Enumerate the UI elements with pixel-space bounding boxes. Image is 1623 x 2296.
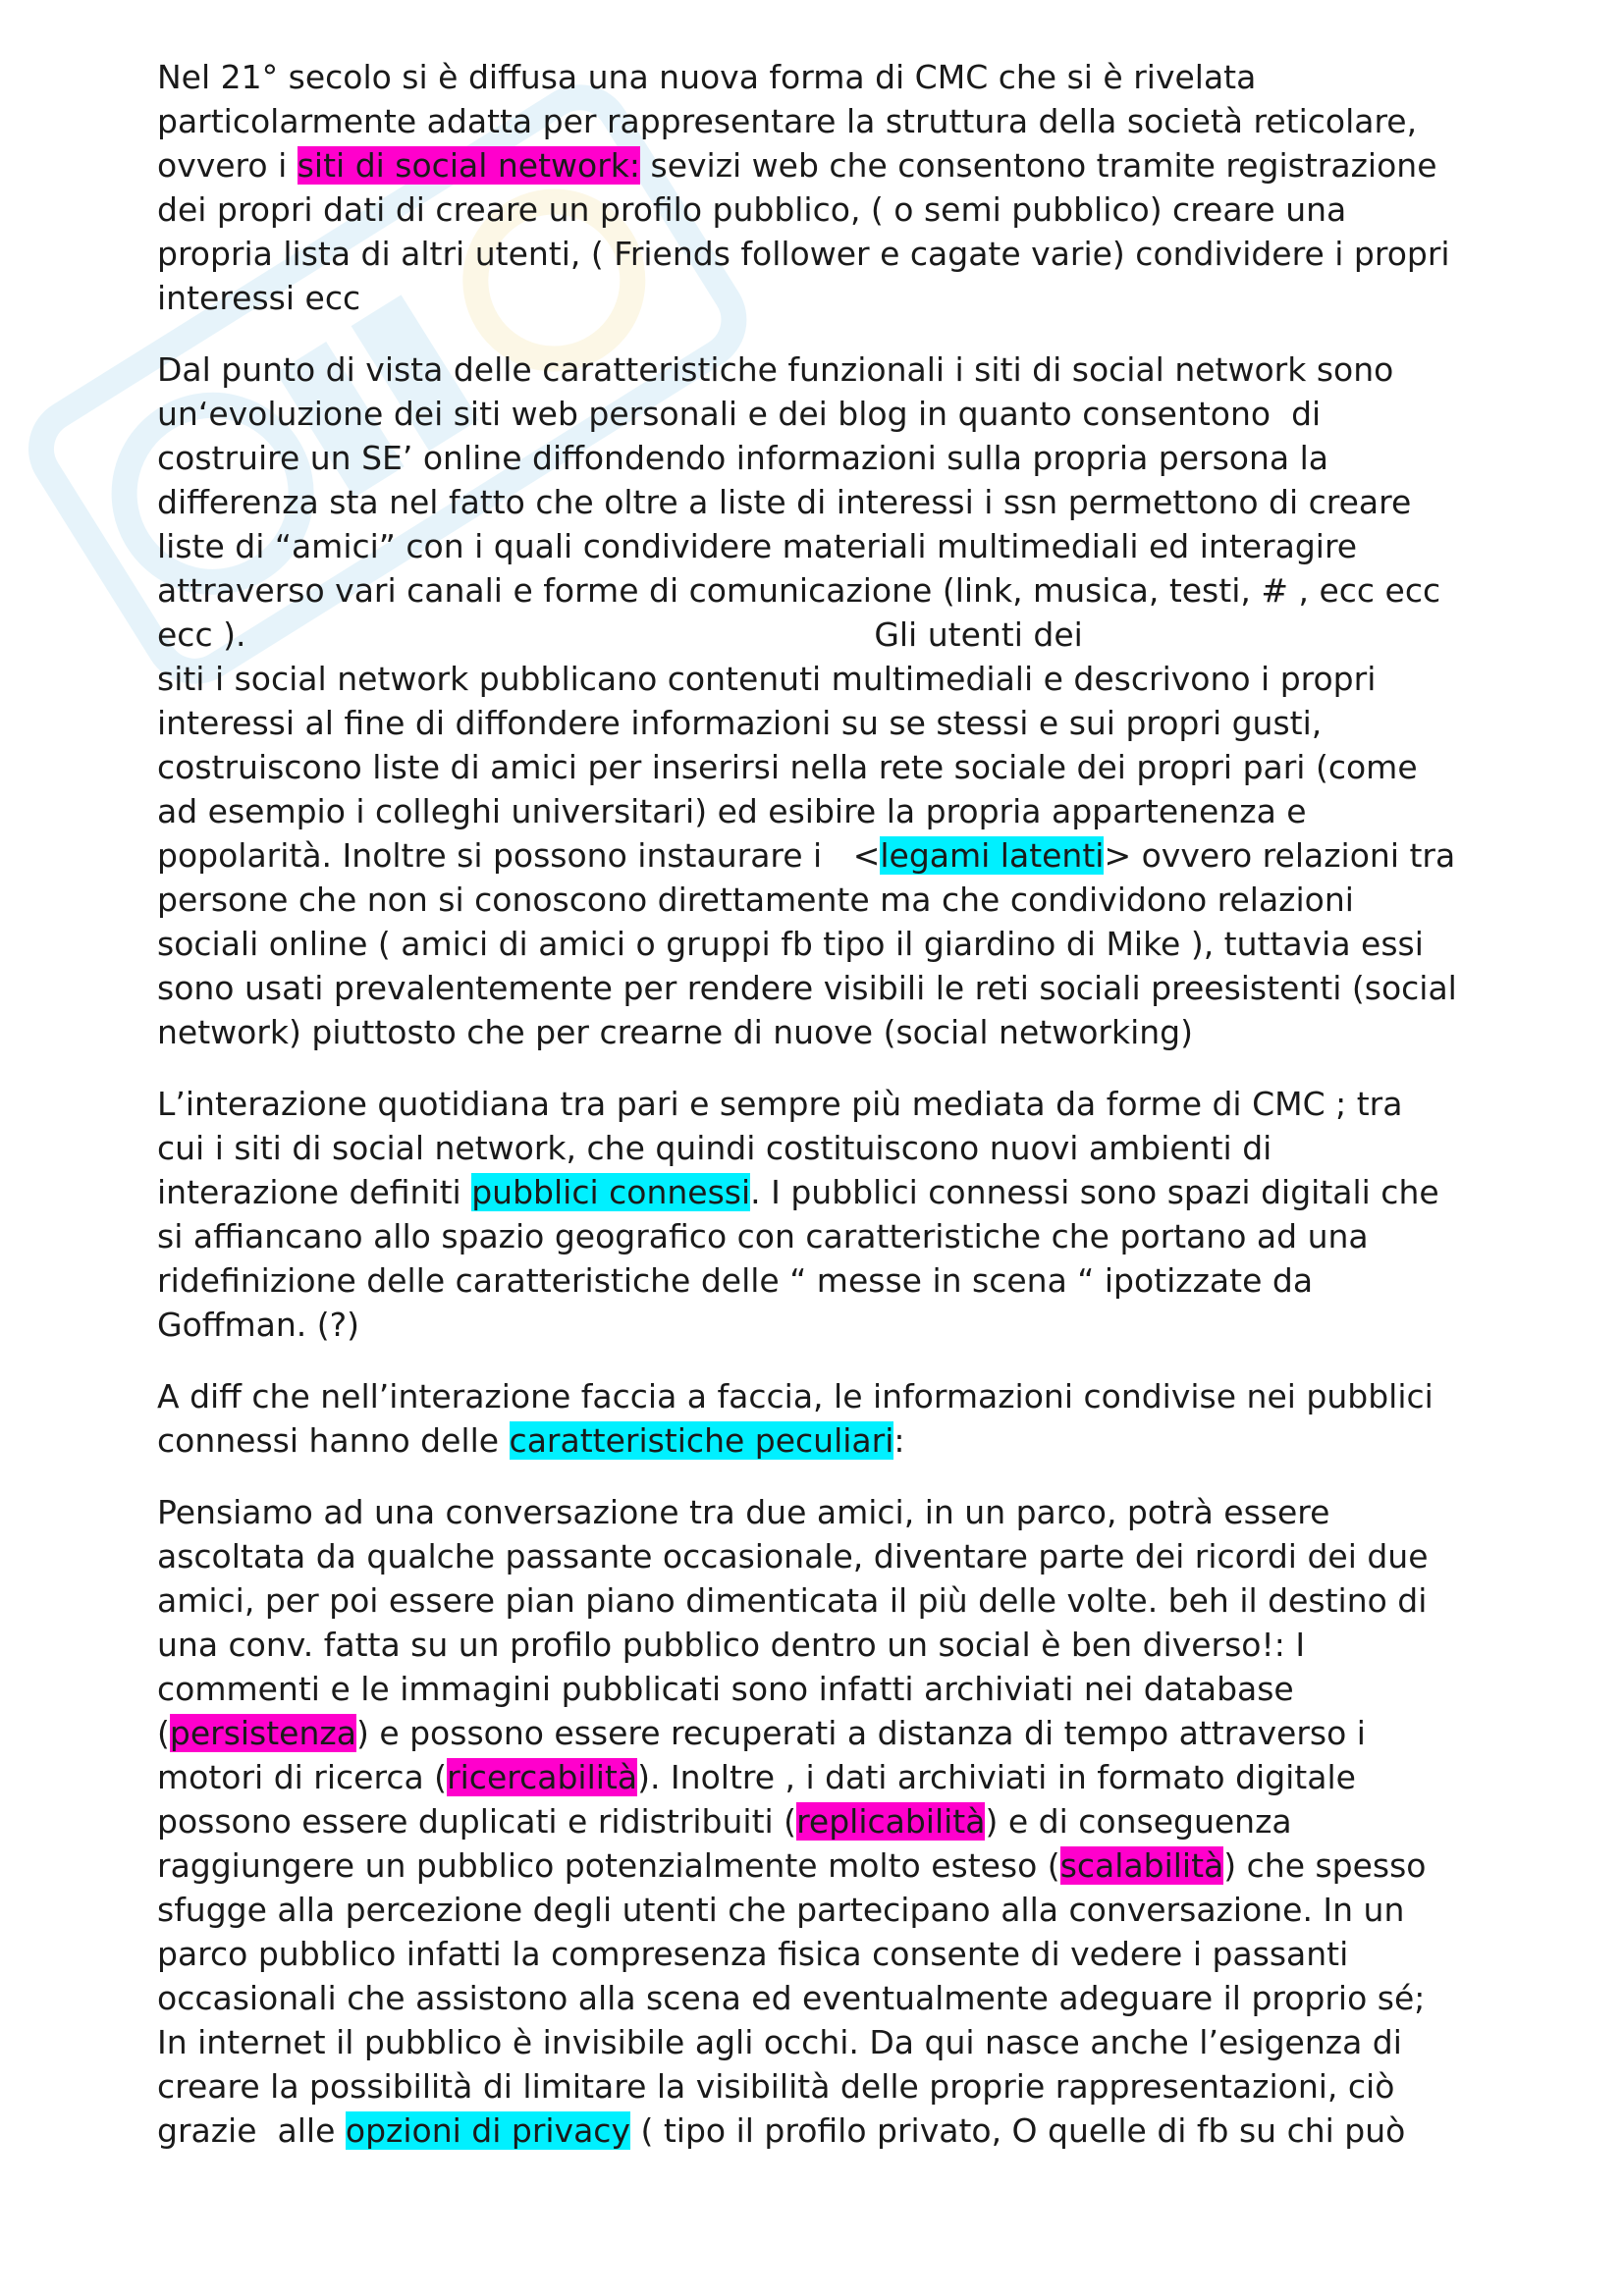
text-segment: cui i siti di social network, che quindi costituiscono nuovi ambienti di [157, 1129, 1272, 1167]
paragraph [157, 1490, 1492, 2153]
text-segment: popolarità. Inoltre si possono instaurare i < [157, 836, 881, 875]
text-line [157, 392, 1492, 436]
text-line [157, 1490, 1492, 1534]
text-segment: ridefinizione delle caratteristiche delle “ messe in scena “ ipotizzate da [157, 1261, 1314, 1300]
text-line [157, 1932, 1492, 1976]
text-segment: interessi ecc [157, 279, 361, 317]
text-line [157, 187, 1492, 232]
paragraph [157, 1082, 1492, 1347]
text-segment: interessi al fine di diffondere informazioni su se stessi e sui propri gusti, [157, 704, 1323, 742]
text-segment: liste di “amici” con i quali condividere materiali multimediali ed interagire [157, 527, 1358, 565]
text-line [157, 878, 1492, 922]
text-line [157, 1976, 1492, 2020]
text-line [157, 436, 1492, 480]
text-segment: ad esempio i colleghi universitari) ed esibire la propria appartenenza e [157, 792, 1307, 830]
text-line [157, 966, 1492, 1010]
text-segment: > ovvero relazioni tra [1104, 836, 1456, 875]
text-line [157, 833, 1492, 878]
text-segment: ) e possono essere recuperati a distanza di tempo attraverso i [355, 1714, 1366, 1752]
text-segment: ) e di conseguenza [985, 1802, 1292, 1841]
text-line [157, 1843, 1492, 1888]
text-segment: Goffman. (?) [157, 1306, 360, 1344]
text-segment: ( tipo il profilo privato, O quelle di fb su chi può [629, 2111, 1406, 2150]
text-line [157, 1126, 1492, 1170]
highlighted-term: persistenza [169, 1714, 356, 1752]
paragraph [157, 55, 1492, 320]
text-line [157, 1755, 1492, 1799]
text-segment: ). Inoltre , i dati archiviati in formato digitale [637, 1758, 1356, 1796]
text-segment: ( [157, 1714, 170, 1752]
text-line [157, 1799, 1492, 1843]
text-segment: propria lista di altri utenti, ( Friends follower e cagate varie) condividere i propri [157, 235, 1450, 273]
highlighted-term: opzioni di privacy [345, 2111, 630, 2150]
text-line [157, 99, 1492, 143]
text-segment: si affiancano allo spazio geografico con caratteristiche che portano ad una [157, 1217, 1369, 1255]
highlighted-term: siti di social network: [297, 146, 641, 185]
text-line [157, 613, 1492, 657]
text-line [157, 1303, 1492, 1347]
text-segment: ovvero i [157, 146, 298, 185]
text-line [157, 1258, 1492, 1303]
text-segment: Pensiamo ad una conversazione tra due amici, in un parco, potrà essere [157, 1493, 1330, 1531]
highlighted-term: caratteristiche peculiari [509, 1421, 894, 1460]
text-line [157, 1888, 1492, 1932]
highlighted-term: ricercabilità [447, 1758, 638, 1796]
text-segment: ascoltata da qualche passante occasionale, diventare parte dei ricordi dei due [157, 1537, 1429, 1575]
text-line [157, 1170, 1492, 1214]
text-segment: sono usati prevalentemente per rendere visibili le reti sociali preesistenti (social [157, 969, 1457, 1007]
text-segment: network) piuttosto che per crearne di nuove (social networking) [157, 1013, 1193, 1051]
text-segment: un‘evoluzione dei siti web personali e dei blog in quanto consentono di [157, 395, 1322, 433]
text-line [157, 789, 1492, 833]
text-line [157, 568, 1492, 613]
text-segment: A diff che nell’interazione faccia a faccia, le informazioni condivise nei pubblici [157, 1377, 1434, 1415]
text-line [157, 2064, 1492, 2109]
text-line [157, 143, 1492, 187]
text-segment: differenza sta nel fatto che oltre a liste di interessi i ssn permettono di creare [157, 483, 1412, 521]
paragraph [157, 1374, 1492, 1463]
text-line [157, 1578, 1492, 1623]
text-line [157, 232, 1492, 276]
text-line [157, 1667, 1492, 1711]
text-segment: motori di ricerca ( [157, 1758, 448, 1796]
text-segment: commenti e le immagini pubblicati sono infatti archiviati nei database [157, 1670, 1294, 1708]
text-segment: costruire un SE’ online diffondendo informazioni sulla propria persona la [157, 439, 1328, 477]
text-line [157, 1623, 1492, 1667]
text-line [157, 1711, 1492, 1755]
text-line [157, 1082, 1492, 1126]
text-segment: siti i social network pubblicano contenuti multimediali e descrivono i propri [157, 660, 1377, 698]
text-line [157, 922, 1492, 966]
text-segment: raggiungere un pubblico potenzialmente molto esteso ( [157, 1846, 1060, 1885]
text-segment: sevizi web che consentono tramite registrazione [640, 146, 1437, 185]
text-segment: sfugge alla percezione degli utenti che partecipano alla conversazione. In un [157, 1891, 1405, 1929]
text-segment: ) che spesso [1223, 1846, 1427, 1885]
text-segment: possono essere duplicati e ridistribuiti ( [157, 1802, 797, 1841]
text-line [157, 701, 1492, 745]
text-segment: . I pubblici connessi sono spazi digitali che [750, 1173, 1439, 1211]
text-line [157, 480, 1492, 524]
text-segment: occasionali che assistono alla scena ed eventualmente adeguare il proprio sé; [157, 1979, 1426, 2017]
text-line [157, 1374, 1492, 1418]
text-line [157, 2020, 1492, 2064]
text-segment: Dal punto di vista delle caratteristiche funzionali i siti di social network sono [157, 350, 1394, 389]
document-body [157, 55, 1492, 2180]
text-segment: : [893, 1421, 905, 1460]
text-line [157, 276, 1492, 320]
highlighted-term: pubblici connessi [471, 1173, 751, 1211]
text-segment: amici, per poi essere pian piano dimenticata il più delle volte. beh il destino di [157, 1581, 1428, 1620]
text-segment: parco pubblico infatti la compresenza fisica consente di vedere i passanti [157, 1935, 1349, 1973]
text-segment: L’interazione quotidiana tra pari e sempre più mediata da forme di CMC ; tra [157, 1085, 1403, 1123]
text-segment: attraverso vari canali e forme di comunicazione (link, musica, testi, # , ecc ecc [157, 571, 1441, 610]
text-segment: una conv. fatta su un profilo pubblico dentro un social è ben diverso!: I [157, 1626, 1306, 1664]
text-segment: persone che non si conoscono direttamente ma che condividono relazioni [157, 881, 1354, 919]
text-segment: In internet il pubblico è invisibile agli occhi. Da qui nasce anche l’esigenza di [157, 2023, 1402, 2061]
highlighted-term: legami latenti [880, 836, 1105, 875]
text-segment: costruiscono liste di amici per inserirsi nella rete sociale dei propri pari (come [157, 748, 1418, 786]
text-line [157, 1214, 1492, 1258]
text-line [157, 1010, 1492, 1054]
text-line [157, 745, 1492, 789]
text-segment: particolarmente adatta per rappresentare la struttura della società reticolare, [157, 102, 1418, 140]
text-segment: interazione definiti [157, 1173, 472, 1211]
text-line [157, 1534, 1492, 1578]
text-segment: sociali online ( amici di amici o gruppi fb tipo il giardino di Mike ), tuttavia essi [157, 925, 1424, 963]
paragraph [157, 347, 1492, 1054]
text-line [157, 347, 1492, 392]
text-segment: connessi hanno delle [157, 1421, 510, 1460]
text-segment: grazie alle [157, 2111, 346, 2150]
text-line [157, 1418, 1492, 1463]
text-line [157, 524, 1492, 568]
text-line [157, 2109, 1492, 2153]
highlighted-term: replicabilità [796, 1802, 986, 1841]
text-segment: Nel 21° secolo si è diffusa una nuova forma di CMC che si è rivelata [157, 58, 1257, 96]
text-line [157, 55, 1492, 99]
text-segment: ecc ). Gli utenti dei [157, 615, 1083, 654]
highlighted-term: scalabilità [1059, 1846, 1224, 1885]
text-segment: dei propri dati di creare un profilo pubblico, ( o semi pubblico) creare una [157, 190, 1347, 229]
text-segment: creare la possibilità di limitare la visibilità delle proprie rappresentazioni, ciò [157, 2067, 1395, 2106]
text-line [157, 657, 1492, 701]
